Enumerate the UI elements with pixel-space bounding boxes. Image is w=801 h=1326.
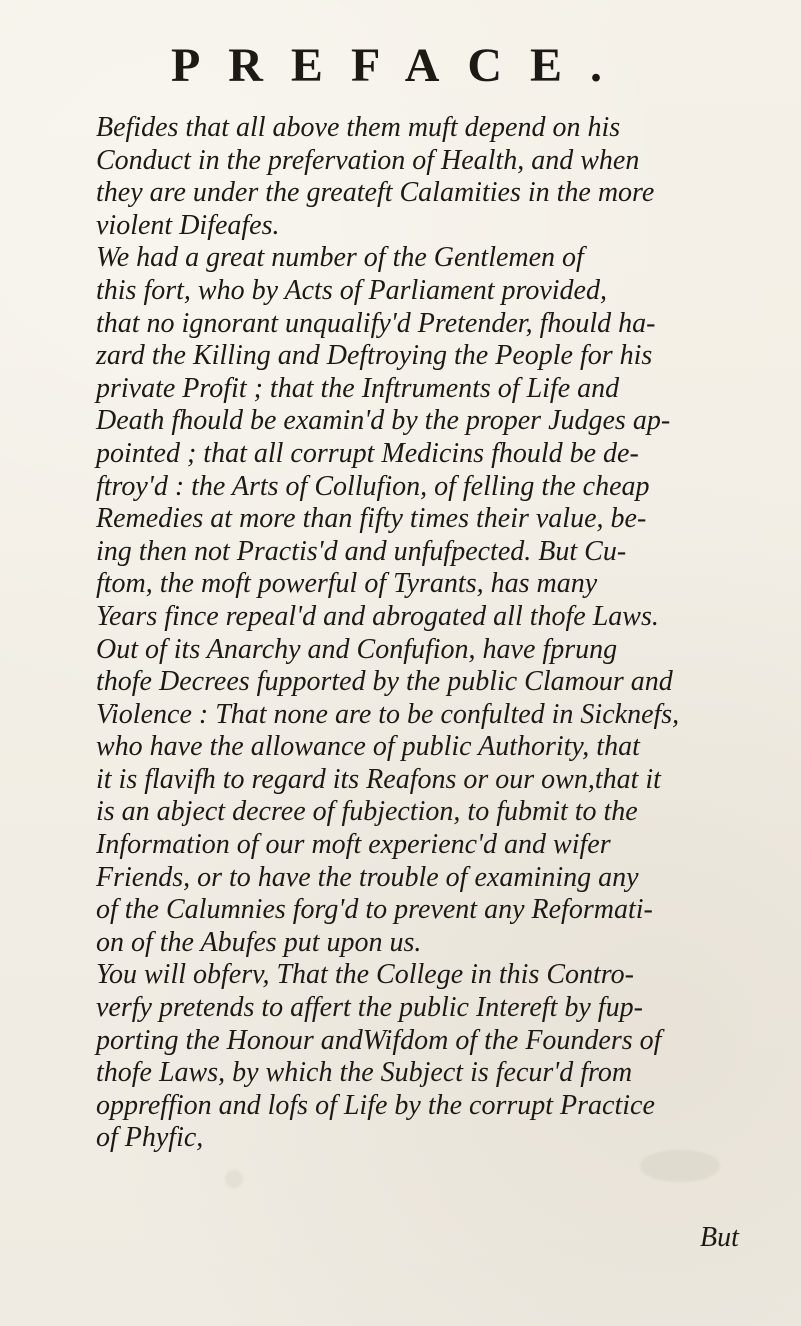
text-line: of the Calumnies forg'd to prevent any Reformati- bbox=[96, 894, 653, 926]
text-line: thofe Decrees fupported by the public Clamour and bbox=[96, 666, 673, 698]
text-line: of Phyfic, bbox=[96, 1122, 204, 1154]
catchword: But bbox=[700, 1222, 739, 1253]
text-line: Information of our moft experienc'd and wifer bbox=[96, 829, 611, 861]
text-line: You will obferv, That the College in this Contro- bbox=[96, 959, 634, 991]
text-line: who have the allowance of public Authority, that bbox=[96, 731, 640, 763]
text-line: Conduct in the prefervation of Health, and when bbox=[96, 144, 640, 176]
text-line: on of the Abufes put upon us. bbox=[96, 926, 422, 958]
text-line: it is flavifh to regard its Reafons or our own,that it bbox=[96, 763, 661, 795]
text-line: this fort, who by Acts of Parliament provided, bbox=[96, 274, 607, 306]
text-line: private Profit ; that the Inftruments of Life and bbox=[96, 372, 620, 404]
text-line: Remedies at more than fifty times their value, be- bbox=[96, 503, 647, 535]
text-line: Years fince repeal'd and abrogated all thofe Laws. bbox=[96, 600, 659, 632]
text-line: they are under the greateft Calamities in the more bbox=[96, 177, 655, 209]
text-line: ftroy'd : the Arts of Collufion, of felling the cheap bbox=[96, 470, 650, 502]
text-line: violent Difeafes. bbox=[96, 209, 280, 241]
text-line: is an abject decree of fubjection, to fubmit to the bbox=[96, 796, 638, 828]
body-text bbox=[96, 112, 796, 1155]
text-line: Friends, or to have the trouble of examining any bbox=[96, 861, 639, 893]
text-line: that no ignorant unqualify'd Pretender, fhould ha- bbox=[96, 307, 656, 339]
text-line: thofe Laws, by which the Subject is fecur'd from bbox=[96, 1057, 633, 1089]
page-header: PREFACE. bbox=[170, 39, 631, 92]
text-line: ing then not Practis'd and unfufpected. But Cu- bbox=[96, 535, 627, 567]
text-line: oppreffion and lofs of Life by the corrupt Practice bbox=[96, 1089, 655, 1121]
text-line: Befides that all above them muft depend on his bbox=[96, 112, 621, 143]
text-line: Violence : That none are to be confulted in Sicknefs, bbox=[96, 698, 680, 730]
text-line: Death fhould be examin'd by the proper Judges ap- bbox=[96, 405, 671, 437]
text-line: verfy pretends to affert the public Intereft by fup- bbox=[96, 992, 643, 1024]
text-line: porting the Honour andWifdom of the Founders of bbox=[96, 1024, 662, 1056]
text-line: We had a great number of the Gentlemen of bbox=[96, 242, 584, 274]
text-line: ftom, the moft powerful of Tyrants, has many bbox=[96, 568, 598, 600]
text-line: pointed ; that all corrupt Medicins fhould be de- bbox=[96, 437, 639, 469]
text-line: Out of its Anarchy and Confufion, have fprung bbox=[96, 633, 618, 665]
text-line: zard the Killing and Deftroying the People for his bbox=[96, 340, 653, 372]
paper-stain bbox=[225, 1170, 243, 1188]
